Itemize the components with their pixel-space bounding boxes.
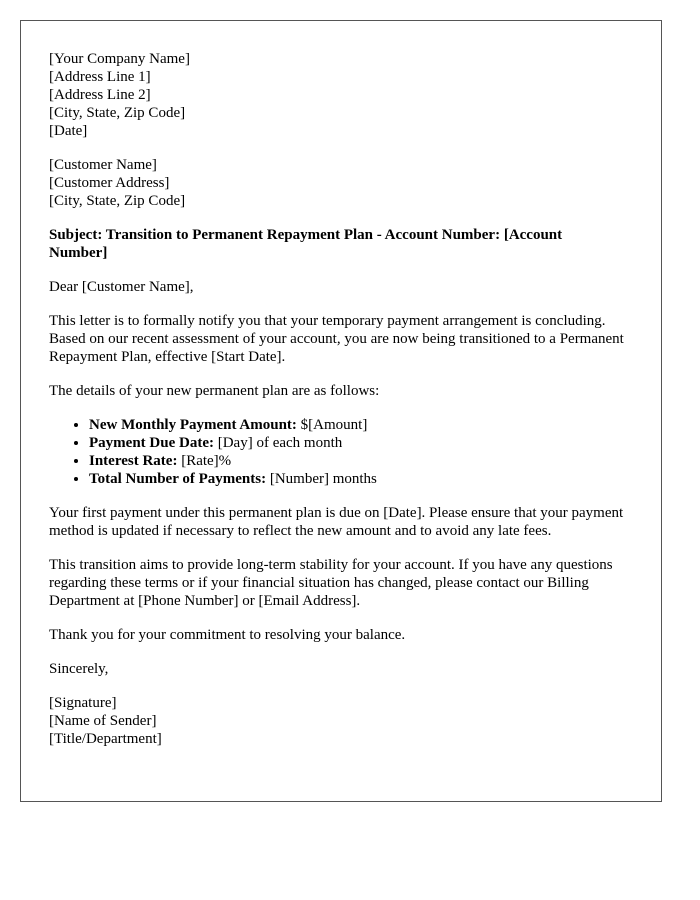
detail-value: [Day] of each month bbox=[213, 435, 343, 451]
detail-value: [Rate]% bbox=[177, 453, 232, 469]
detail-label: Payment Due Date: bbox=[89, 435, 214, 451]
salutation: Dear [Customer Name], bbox=[49, 279, 194, 295]
recipient-address-block bbox=[49, 156, 633, 210]
thanks-paragraph: Thank you for your commitment to resolving your balance. bbox=[49, 627, 406, 643]
closing: Sincerely, bbox=[49, 661, 109, 677]
detail-item-monthly-payment bbox=[89, 416, 633, 434]
plan-details-list bbox=[49, 416, 633, 488]
sender-address-line-2: [Address Line 2] bbox=[49, 87, 151, 103]
signature-block bbox=[49, 694, 633, 748]
detail-item-due-date bbox=[89, 434, 633, 452]
detail-label: Interest Rate: bbox=[89, 453, 178, 469]
sender-address-line-1: [Address Line 1] bbox=[49, 69, 151, 85]
details-intro: The details of your new permanent plan are as follows: bbox=[49, 383, 380, 399]
detail-value: [Number] months bbox=[266, 471, 377, 487]
detail-item-total-payments bbox=[89, 470, 633, 488]
sender-company: [Your Company Name] bbox=[49, 51, 190, 67]
sender-title: [Title/Department] bbox=[49, 731, 162, 747]
subject-line: Subject: Transition to Permanent Repayment Plan - Account Number: [Account Number] bbox=[49, 227, 563, 261]
letter bbox=[20, 20, 662, 802]
first-payment-paragraph: Your first payment under this permanent plan is due on [Date]. Please ensure that your payment method is updated if necessary to reflect the new amount and to avoid any late fees. bbox=[49, 505, 624, 539]
stability-paragraph: This transition aims to provide long-term stability for your account. If you have any questions regarding these terms or if your financial situation has changed, please contact our Billing Department at [Phone Number] or [Email Address]. bbox=[49, 557, 613, 609]
detail-label: Total Number of Payments: bbox=[89, 471, 267, 487]
detail-label: New Monthly Payment Amount: bbox=[89, 417, 297, 433]
letter-date: [Date] bbox=[49, 123, 88, 139]
sender-name: [Name of Sender] bbox=[49, 713, 157, 729]
recipient-city-state-zip: [City, State, Zip Code] bbox=[49, 193, 186, 209]
detail-item-interest-rate bbox=[89, 452, 633, 470]
detail-value: $[Amount] bbox=[296, 417, 368, 433]
intro-paragraph: This letter is to formally notify you that your temporary payment arrangement is concluding. Based on our recent assessment of your account, you are now being transitioned to a Permanent Repayment Plan, effective [Start Date]. bbox=[49, 313, 624, 365]
signature: [Signature] bbox=[49, 695, 117, 711]
sender-city-state-zip: [City, State, Zip Code] bbox=[49, 105, 186, 121]
sender-address-block bbox=[49, 50, 633, 140]
recipient-address: [Customer Address] bbox=[49, 175, 170, 191]
recipient-name: [Customer Name] bbox=[49, 157, 157, 173]
